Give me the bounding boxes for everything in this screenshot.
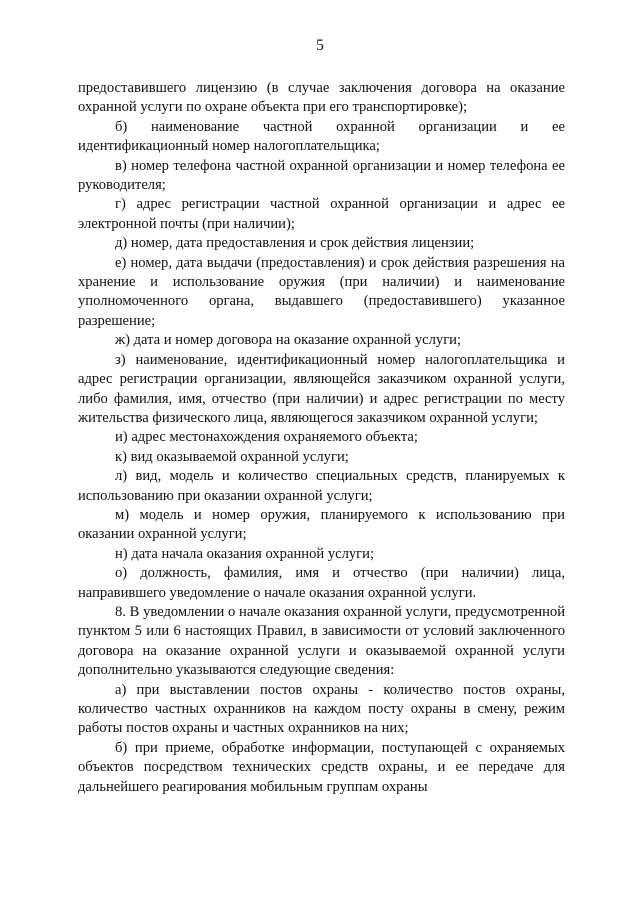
list-item-b-2: б) при приеме, обработке информации, поступающей с охраняемых объектов посредством технических средств охраны, и ее передаче для дальнейшего реагирования мобильным группам охраны [78, 739, 565, 795]
list-item-g: г) адрес регистрации частной охранной организации и адрес ее электронной почты (при наличии); [78, 196, 565, 232]
section-8-paragraph: 8. В уведомлении о начале оказания охранной услуги, предусмотренной пунктом 5 или 6 настоящих Правил, в зависимости от условий заключенного договора на оказание охранной услуги и оказываемой охранной услуги дополнительно указываются следующие сведения: [78, 603, 565, 679]
list-item-v: в) номер телефона частной охранной организации и номер телефона ее руководителя; [78, 157, 565, 194]
list-item-o: о) должность, фамилия, имя и отчество (при наличии) лица, направившего уведомление о начале оказания охранной услуги. [78, 565, 565, 601]
list-item-zh: ж) дата и номер договора на оказание охранной услуги; [115, 332, 462, 349]
list-item-a: а) при выставлении постов охраны - количество постов охраны, количество частных охранников на каждом посту охраны в смену, режим работы постов охраны и частных охранников на них; [78, 681, 565, 737]
paragraph-continuation: предоставившего лицензию (в случае заключения договора на оказание охранной услуги по охране объекта при его транспортировке); [78, 80, 565, 116]
list-item-d: д) номер, дата предоставления и срок действия лицензии; [115, 235, 475, 252]
list-item-n: н) дата начала оказания охранной услуги; [115, 545, 375, 562]
list-item-b: б) наименование частной охранной организации и ее идентификационный номер налогоплательщика; [78, 118, 565, 155]
list-item-m: м) модель и номер оружия, планируемого к использованию при оказании охранной услуги; [78, 506, 565, 543]
list-item-i: и) адрес местонахождения охраняемого объекта; [115, 429, 418, 446]
list-item-e: е) номер, дата выдачи (предоставления) и срок действия разрешения на хранение и использование оружия (при наличии) и наименование уполномоченного органа, выдавшего (предоставившего) указанное разрешение; [78, 254, 565, 329]
list-item-l: л) вид, модель и количество специальных средств, планируемых к использованию при оказании охранной услуги; [78, 468, 565, 504]
list-item-k: к) вид оказываемой охранной услуги; [115, 448, 349, 465]
document-body [78, 79, 565, 797]
list-item-z: з) наименование, идентификационный номер налогоплательщика и адрес регистрации организации, являющейся заказчиком охранной услуги, либо фамилия, имя, отчество (при наличии) и адрес регистрации по месту жительства физического лица, являющегося заказчиком охранной услуги; [78, 351, 565, 426]
page-number: 5 [316, 37, 324, 54]
